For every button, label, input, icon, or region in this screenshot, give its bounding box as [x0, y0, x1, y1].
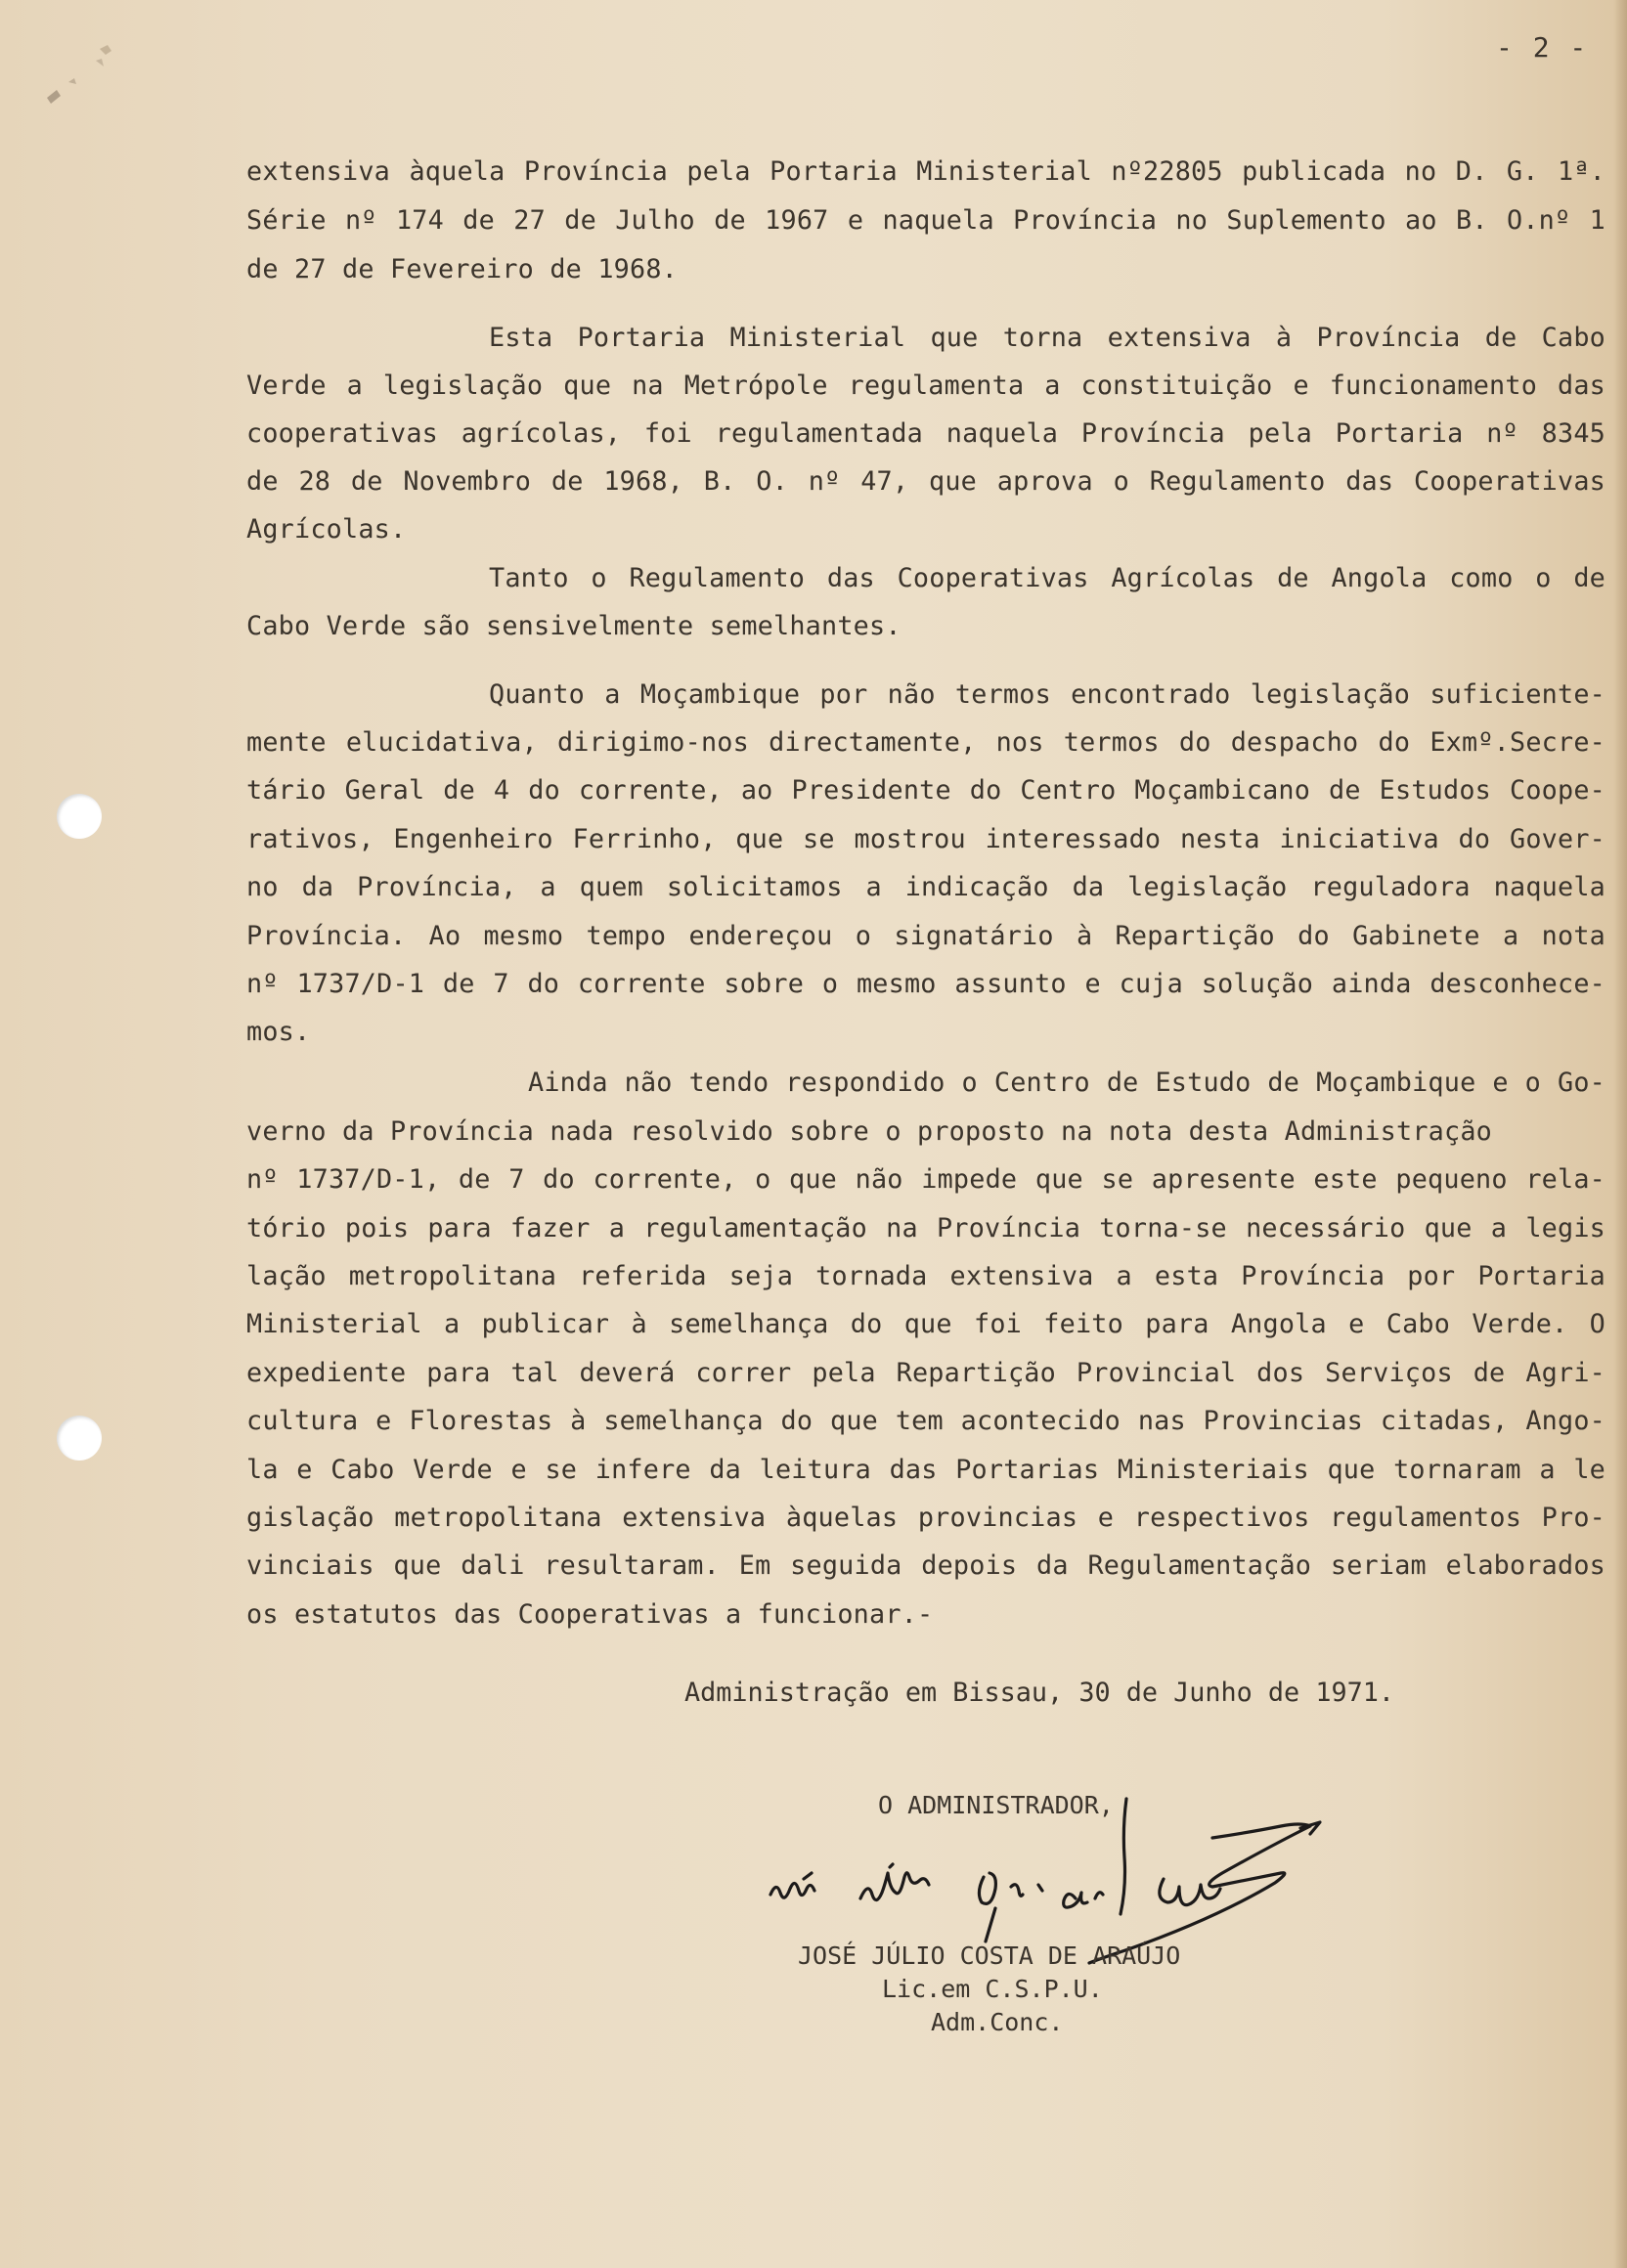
body-line: verno da Província nada resolvido sobre o proposto na nota desta Administração [246, 1116, 1492, 1147]
handwritten-signature [753, 1789, 1496, 2043]
body-line: extensiva àquela Província pela Portaria Ministerial nº22805 publicada no D. G. 1ª. [246, 156, 1605, 187]
page-number: - 2 - [1496, 31, 1589, 64]
body-line: Esta Portaria Ministerial que torna extensiva à Província de Cabo [489, 323, 1605, 353]
body-line: Agrícolas. [246, 514, 407, 545]
body-line: Ministerial a publicar à semelhança do que foi feito para Angola e Cabo Verde. O [246, 1309, 1605, 1339]
body-line: nº 1737/D-1, de 7 do corrente, o que não impede que se apresente este pequeno rela- [246, 1164, 1605, 1195]
signer-position: Adm.Conc. [931, 2008, 1064, 2036]
body-line: nº 1737/D-1 de 7 do corrente sobre o mesmo assunto e cuja solução ainda desconhece- [246, 969, 1605, 999]
body-line: cultura e Florestas à semelhança do que tem acontecido nas Provincias citadas, Ango- [246, 1406, 1605, 1436]
body-line: Quanto a Moçambique por não termos encontrado legislação suficiente- [489, 679, 1605, 710]
body-line: vinciais que dali resultaram. Em seguida depois da Regulamentação seriam elaborados [246, 1550, 1605, 1581]
corner-stain [39, 39, 137, 117]
body-line: expediente para tal deverá correr pela Repartição Provincial dos Serviços de Agri- [246, 1358, 1605, 1388]
body-line: tário Geral de 4 do corrente, ao Presidente do Centro Moçambicano de Estudos Coope- [246, 775, 1605, 806]
body-line: la e Cabo Verde e se infere da leitura das Portarias Ministeriais que tornaram a le [246, 1455, 1605, 1485]
signer-role: O ADMINISTRADOR, [878, 1791, 1114, 1819]
punch-hole [57, 794, 102, 839]
body-line: cooperativas agrícolas, foi regulamentada naquela Província pela Portaria nº 8345 [246, 418, 1605, 449]
body-line: gislação metropolitana extensiva àquelas provincias e respectivos regulamentos Pro- [246, 1503, 1605, 1533]
body-line: rativos, Engenheiro Ferrinho, que se mostrou interessado nesta iniciativa do Gover- [246, 824, 1605, 854]
body-line: Série nº 174 de 27 de Julho de 1967 e naquela Província no Suplemento ao B. O.nº 1 [246, 205, 1605, 236]
body-line: Cabo Verde são sensivelmente semelhantes. [246, 611, 901, 641]
body-line: Tanto o Regulamento das Cooperativas Agrícolas de Angola como o de [489, 563, 1605, 593]
signer-degree: Lic.em C.S.P.U. [882, 1975, 1103, 2003]
body-line: Ainda não tendo respondido o Centro de Estudo de Moçambique e o Go- [528, 1068, 1605, 1098]
body-line: mos. [246, 1017, 311, 1047]
closing-date-line: Administração em Bissau, 30 de Junho de 1971. [684, 1678, 1394, 1708]
punch-hole [57, 1416, 102, 1461]
body-line: de 28 de Novembro de 1968, B. O. nº 47, que aprova o Regulamento das Cooperativas [246, 466, 1605, 497]
body-line: lação metropolitana referida seja tornada extensiva a esta Província por Portaria [246, 1261, 1605, 1291]
body-line: Verde a legislação que na Metrópole regulamenta a constituição e funcionamento das [246, 371, 1605, 401]
body-line: de 27 de Fevereiro de 1968. [246, 254, 678, 284]
signer-name: JOSÉ JÚLIO COSTA DE ARAÚJO [798, 1941, 1181, 1970]
body-line: tório pois para fazer a regulamentação na Província torna-se necessário que a legis [246, 1213, 1605, 1243]
body-line: mente elucidativa, dirigimo-nos directamente, nos termos do despacho do Exmº.Secre- [246, 727, 1605, 758]
body-line: Província. Ao mesmo tempo endereçou o signatário à Repartição do Gabinete a nota [246, 921, 1605, 951]
page-edge-shadow [1613, 0, 1627, 2268]
body-line: no da Província, a quem solicitamos a indicação da legislação reguladora naquela [246, 872, 1605, 902]
body-line: os estatutos das Cooperativas a funcionar.- [246, 1599, 934, 1630]
